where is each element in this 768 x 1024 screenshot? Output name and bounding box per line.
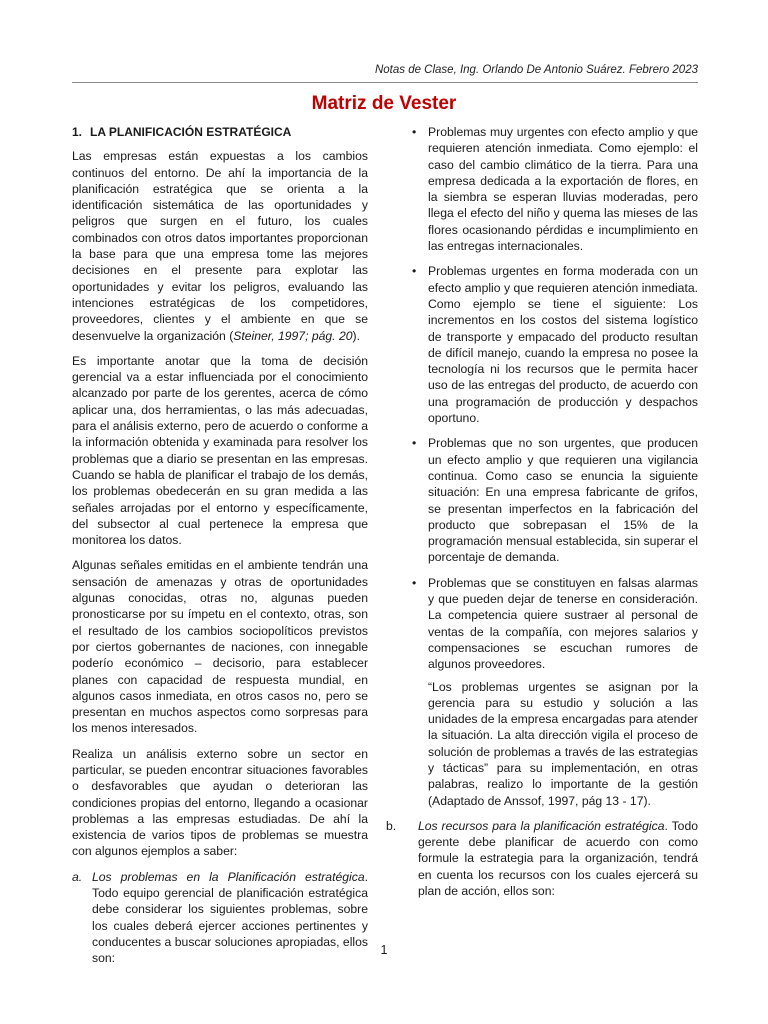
section-number: 1. [72, 125, 83, 139]
paragraph-4: Realiza un análisis externo sobre un sector en particular, se pueden encontrar situaciones favorables o desfavorables que ayudan o deterioran las condiciones propias del entorno, llegando a ocasionar problemas a las empresas estudiadas. De ahí la existencia de varios tipos de problemas se muestra con algunos ejemplos a saber: [72, 746, 368, 859]
header-rule [72, 82, 698, 83]
left-column [72, 124, 368, 976]
paragraph-1-text: Las empresas están expuestas a los cambios continuos del entorno. De ahí la importancia de la planificación estratégica que se orienta a la identificación sistemática de las oportunidades y peligros que surgen en el futuro, los cuales combinados con otros datos importantes proporcionan la base para que una empresa tome las mejores decisiones en el presente para explotar las oportunidades y evitar los peligros, evaluando las intenciones estratégicas de los competidores, proveedores, clientes y el ambiente en que se desenvuelve la organización ( [72, 149, 368, 343]
list-item-title: Los problemas en la Planificación estratégica [92, 869, 365, 884]
page-number: 1 [380, 943, 388, 957]
list-letter: b. [386, 818, 397, 833]
right-column [386, 124, 698, 908]
list-item-text: Problemas muy urgentes con efecto amplio y que requieren atención inmediata. Como ejemplo: el caso del cambio climático de la tierra. Para una empresa dedicada a la exportación de flores, en la siembra se esperan lluvias moderadas, pero llega el efecto del niño y quema las mieses de las flores ocasionando pérdidas e incumplimiento en las entregas internacionales. [428, 125, 698, 254]
bullet-icon: • [412, 264, 417, 279]
list-item-text: Problemas que no son urgentes, que producen un efecto amplio y que requieren una vigilancia continua. Como caso se enuncia la siguiente situación: En una empresa fabricante de grifos, se presentan imperfectos en la fabricación del producto que sobrepasan el 15% de la programación mensual establecida, sin superar el porcentaje de demanda. [428, 436, 698, 565]
problem-list [386, 124, 698, 673]
list-item [386, 435, 698, 565]
list-letter: a. [72, 869, 83, 884]
list-item [386, 263, 698, 426]
paragraph-3: Algunas señales emitidas en el ambiente tendrán una sensación de amenazas y otras de oportunidades algunas conocidas, otras no, algunas pueden pronosticarse por su ímpetu en el contexto, otras, son el resultado de los cambios sociopolíticos previstos por ciertos gobernantes de naciones, con innegable poderío económico – decisorio, para establecer planes con capacidad de respuesta mundial, en algunos casos inmediata, en otros casos no, pero se presentan en muchos aspectos como sorpresas para los menos interesados. [72, 558, 368, 736]
list-item-b [386, 818, 698, 899]
document-title: Matriz de Vester [311, 93, 457, 114]
page-header: Notas de Clase, Ing. Orlando De Antonio Suárez. Febrero 2023 [374, 64, 698, 76]
paragraph-2: Es importante anotar que la toma de decisión gerencial va a estar influenciada por el conocimiento alcanzado por parte de los gerentes, acerca de cómo aplicar una, dos herramientas, o las más adecuadas, para el análisis externo, pero de acuerdo o conforme a la información obtenida y examinada para resolver los problemas que a diario se presentan en las empresas. Cuando se habla de planificar el trabajo de los demás, los problemas obedecerán en su gran medida a las señales arrojadas por el entorno y específicamente, del subsector al cual pertenece la empresa que monitorea los datos. [72, 353, 368, 548]
section-title: LA PLANIFICACIÓN ESTRATÉGICA [90, 125, 292, 139]
list-item-text: Problemas urgentes en forma moderada con un efecto amplio y que requieren atención inmediata. Como ejemplo se tiene el siguiente: Los incrementos en los costos del sistema logístico de transporte y empacado del producto resultan de difícil manejo, cuando la empresa no posee la tecnología ni los recursos que le permita hacer uso de las entregas del producto, de acuerdo con una programación de producción y despachos oportuno. [428, 264, 698, 426]
paragraph-1 [72, 148, 368, 344]
list-item [386, 575, 698, 673]
list-item-title: Los recursos para la planificación estratégica [418, 818, 665, 833]
list-item-text: . Todo gerente debe planificar de acuerdo con como formule la estrategia para la organización, tendrá en cuenta los recursos con los cuales ejercerá su plan de acción, ellos son: [418, 818, 698, 899]
bullet-icon: • [412, 125, 417, 139]
paragraph-1-end: ). [352, 328, 360, 343]
quote-paragraph: “Los problemas urgentes se asignan por la gerencia para su estudio y solución a las unidades de la empresa encargadas para atender la situación. La alta dirección vigila el proceso de solución de problemas a través de las estrategias y tácticas” para su implementación, en otras palabras, realizo lo importante de la gestión (Adaptado de Anssof, 1997, pág 13 - 17). [428, 679, 698, 808]
citation: Steiner, 1997; pág. 20 [233, 328, 353, 343]
list-item-text: . Todo equipo gerencial de planificación estratégica debe considerar los siguientes problemas, sobre los cuales deberá ejercer acciones pertinentes y conducentes a buscar soluciones apropiadas, ellos son: [92, 869, 368, 966]
list-item-text: Problemas que se constituyen en falsas alarmas y que pueden dejar de tenerse en consideración. La competencia quiere sustraer al personal de ventas de la compañía, con mejores salarios y compensaciones se escuchan rumores de algunos proveedores. [428, 575, 698, 672]
section-heading [72, 124, 368, 140]
bullet-icon: • [412, 436, 417, 451]
list-item [386, 124, 698, 254]
bullet-icon: • [412, 575, 417, 590]
